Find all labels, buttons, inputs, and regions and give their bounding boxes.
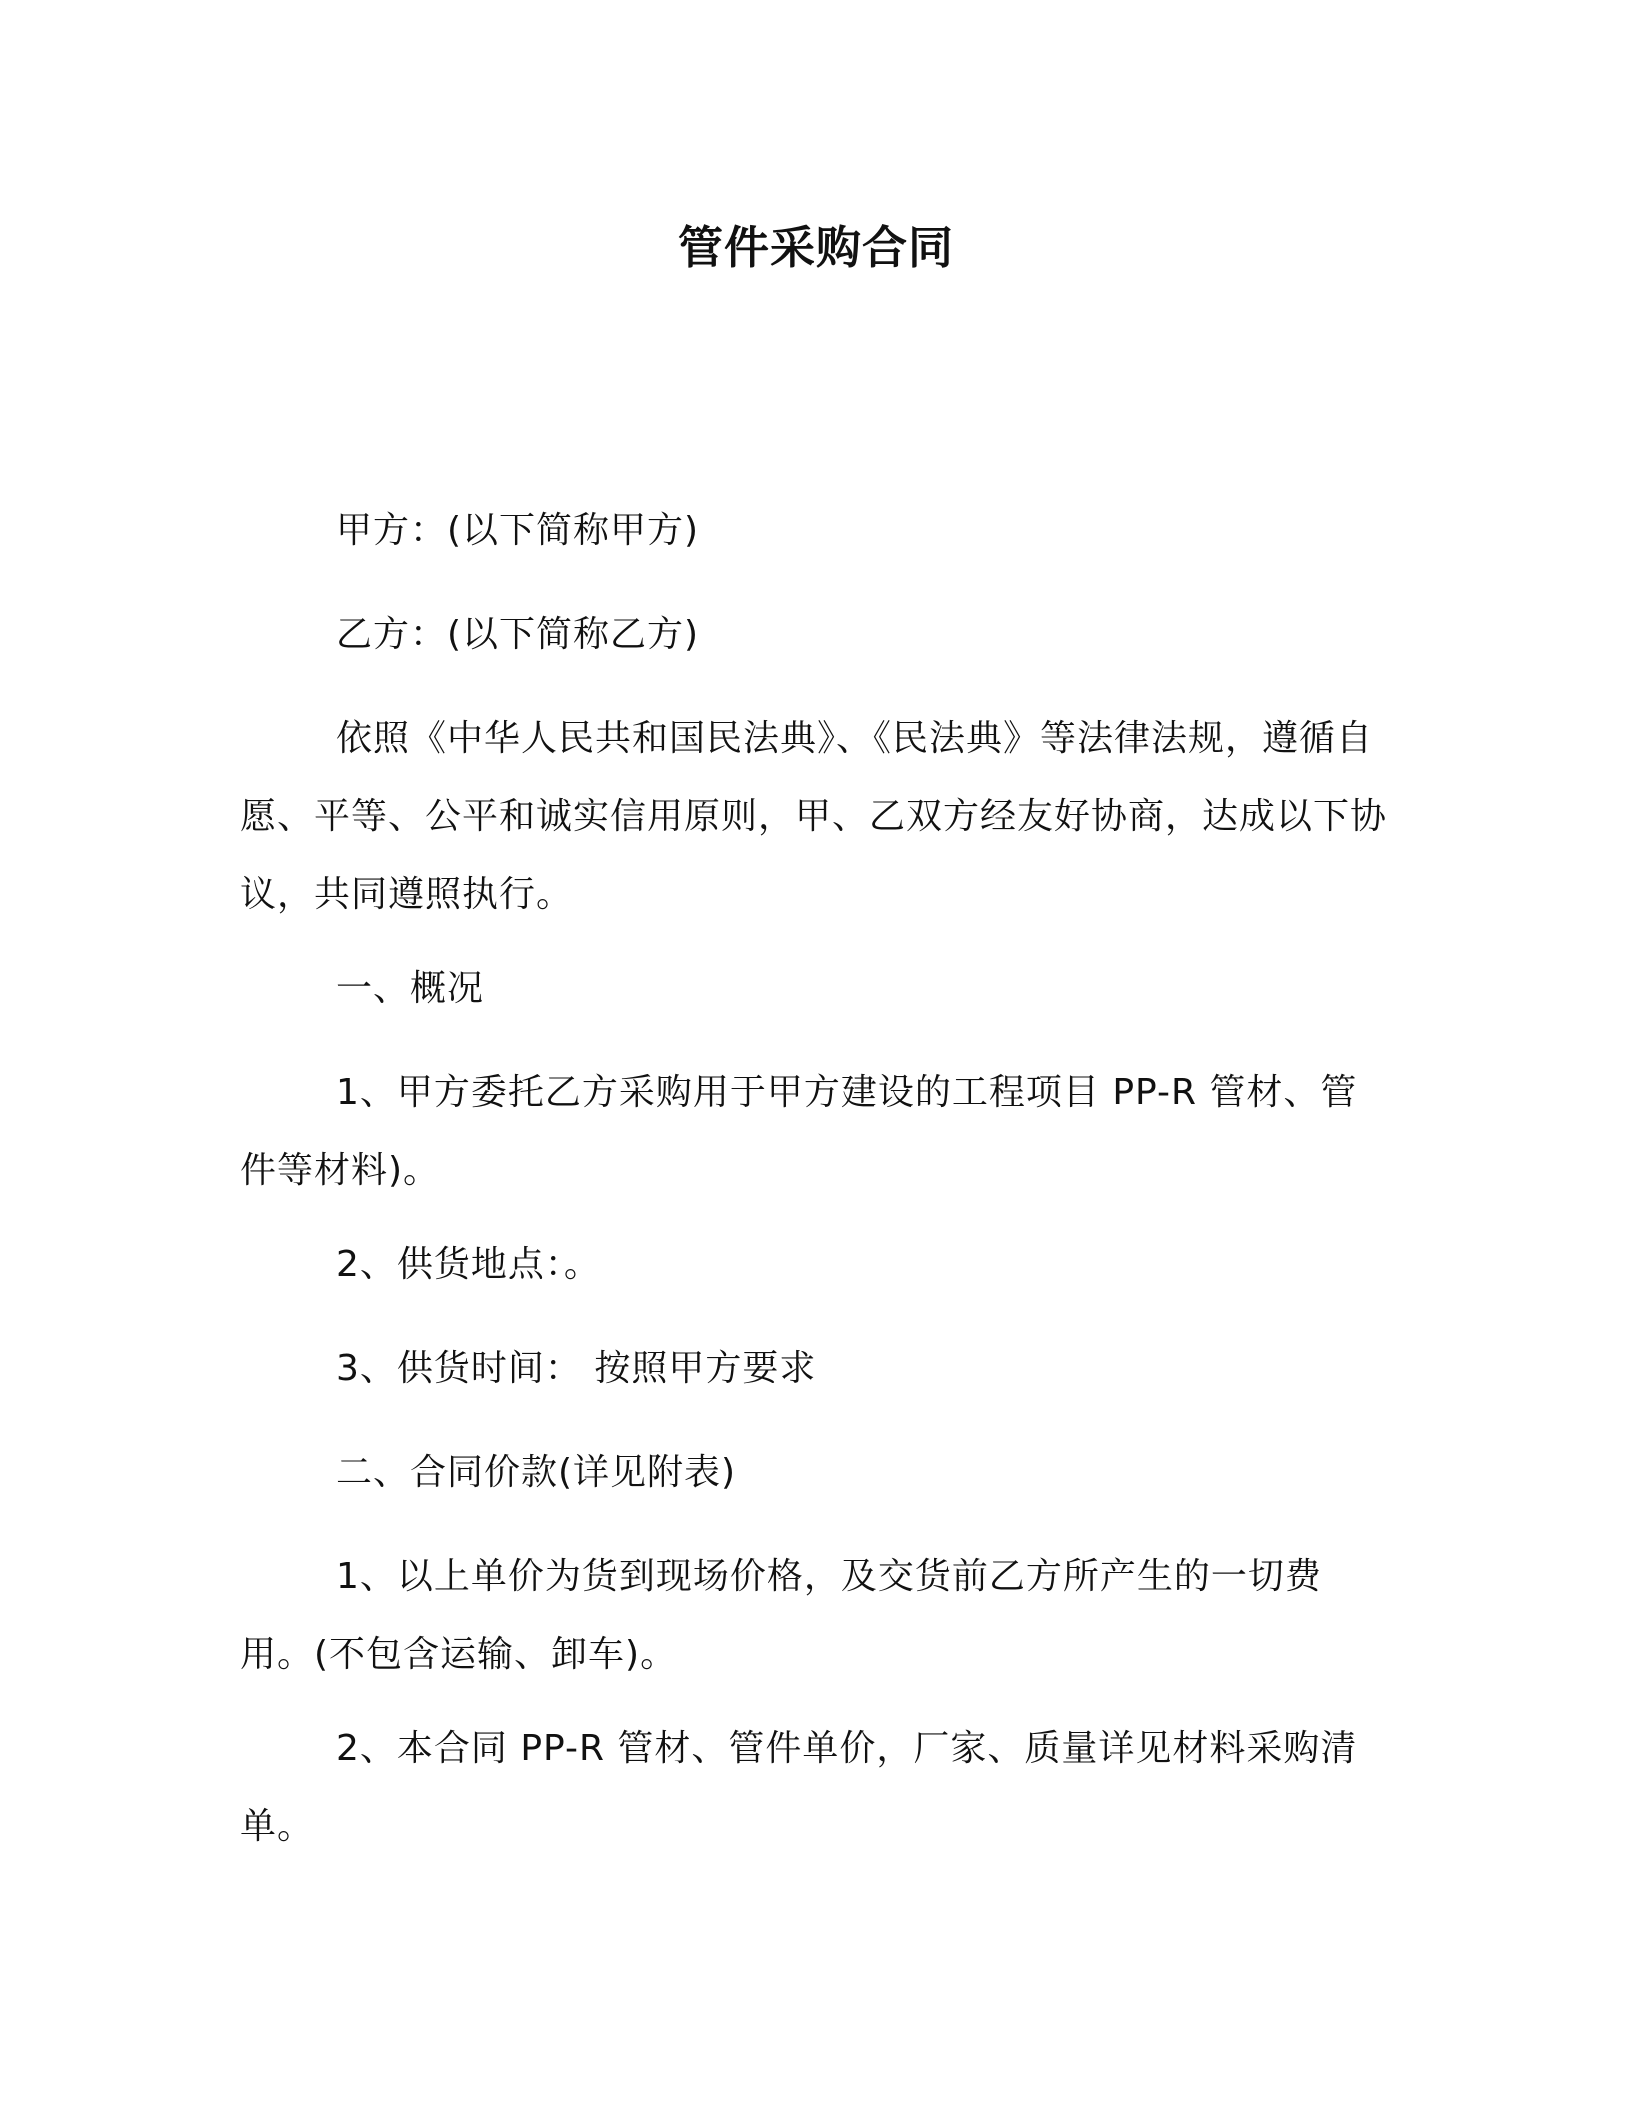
section-heading-overview: 一、概况 xyxy=(336,968,485,1009)
preamble-paragraph: 依照《中华人民共和国民法典》、《民法典》等法律法规，遵循自愿、平等、公平和诚实信用原则，甲、乙双方经友好协商，达成以下协议，共同遵照执行。 xyxy=(240,718,1388,915)
document-title: 管件采购合同 xyxy=(677,221,954,274)
party-b-line: 乙方：(以下简称乙方) xyxy=(336,614,700,655)
clause-1-1: 1、甲方委托乙方采购用于甲方建设的工程项目 PP-R 管材、管件等材料)。 xyxy=(240,1072,1358,1191)
clause-1-3: 3、供货时间： 按照甲方要求 xyxy=(336,1348,817,1389)
clause-2-2: 2、本合同 PP-R 管材、管件单价，厂家、质量详见材料采购清单。 xyxy=(240,1728,1358,1847)
clause-1-2: 2、供货地点：。 xyxy=(336,1244,601,1285)
party-a-line: 甲方：(以下简称甲方) xyxy=(336,510,700,551)
clause-2-1: 1、以上单价为货到现场价格，及交货前乙方所产生的一切费用。(不包含运输、卸车)。 xyxy=(240,1556,1322,1675)
section-heading-price: 二、合同价款(详见附表) xyxy=(336,1452,737,1493)
